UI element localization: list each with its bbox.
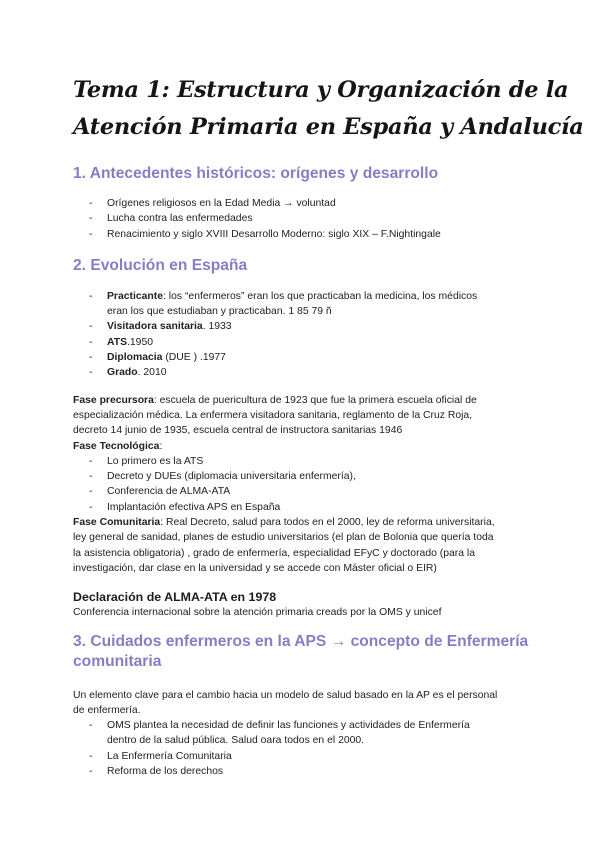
fase-tecnologica-list (73, 454, 538, 515)
item-text-continued: dentro de la salud pública. Salud oara todos en el 2000. (107, 735, 365, 747)
item-text: .1950 (127, 336, 154, 348)
title-line-1: Tema 1: Estructura y Organización de la (73, 77, 569, 103)
list-item: - Implantación efectiva APS en España (73, 500, 538, 515)
item-text: . 1933 (202, 321, 232, 333)
paragraph-line: la asistencia obligatoria) , grado de enfermería, especialidad EFyC y doctorado (para la (73, 547, 475, 559)
paragraph-line: ley general de sanidad, planes de estudio universitarios (el plan de Bolonia que quería toda (73, 532, 494, 544)
paragraph-line: especialización médica. La enfermera visitadora sanitaria, reglamento de la Cruz Roja, (73, 409, 473, 421)
paragraph-line: : escuela de puericultura de 1923 que fue la primera escuela oficial de (153, 394, 477, 406)
section-1-list (73, 196, 538, 242)
fase-tecnologica-label: Fase Tecnológica (73, 440, 160, 452)
item-term: Visitadora sanitaria (107, 321, 203, 333)
alma-ata-text: Conferencia internacional sobre la atención primaria creads por la OMS y unicef (73, 607, 442, 619)
fase-comunitaria-paragraph (73, 515, 538, 576)
fase-comunitaria-label: Fase Comunitaria (73, 517, 161, 529)
list-item (73, 335, 538, 350)
title-line-2: Atención Primaria en España y Andalucía (73, 114, 584, 140)
colon: : (159, 440, 163, 452)
paragraph-line: de enfermería. (73, 704, 141, 716)
fase-tecnologica-paragraph (73, 439, 538, 454)
list-item: - La Enfermería Comunitaria (73, 749, 538, 764)
list-item: - Renacimiento y siglo XVIII Desarrollo Moderno: siglo XIX – F.Nightingale (73, 227, 538, 242)
list-item: - Lo primero es la ATS (73, 454, 538, 469)
item-text: : los “enfermeros” eran los que practicaban la medicina, los médicos (163, 290, 478, 302)
item-text: . 2010 (137, 367, 167, 379)
list-item (73, 319, 538, 334)
document-page (73, 72, 584, 779)
fase-precursora-label: Fase precursora (73, 394, 154, 406)
alma-ata-heading: Declaración de ALMA-ATA en 1978 (73, 590, 277, 605)
list-item: - Orígenes religiosos en la Edad Media → voluntad (73, 196, 538, 211)
document-title (73, 72, 584, 146)
item-term: ATS (107, 336, 128, 348)
section-3-intro (73, 688, 538, 719)
item-term: Practicante (107, 290, 164, 302)
paragraph-line: : Real Decreto, salud para todos en el 2000, ley de reforma universitaria, (160, 517, 495, 529)
heading-line: comunitaria (73, 652, 162, 670)
list-item: - Decreto y DUEs (diplomacia universitaria enfermería), (73, 469, 538, 484)
list-item (73, 365, 538, 380)
fase-precursora-paragraph (73, 393, 538, 439)
section-2-list (73, 289, 538, 381)
item-term: Diplomacia (107, 352, 163, 364)
list-item (73, 350, 538, 365)
item-text-continued: eran los que estudiaban y practicaban. 1 85 79 ñ (107, 306, 332, 318)
paragraph-line: Un elemento clave para el cambio hacia un modelo de salud basado en la AP es el personal (73, 689, 498, 701)
heading-line: 3. Cuidados enfermeros en la APS → concepto de Enfermería (73, 632, 529, 650)
section-3-heading (73, 632, 538, 672)
list-item: - Reforma de los derechos (73, 764, 538, 779)
list-item (73, 718, 538, 749)
item-term: Grado (107, 367, 138, 379)
paragraph-line: decreto 14 junio de 1935, escuela central de instructora sanitarias 1946 (73, 425, 403, 437)
item-text: OMS plantea la necesidad de definir las funciones y actividades de Enfermería (107, 720, 470, 732)
list-item: - Lucha contra las enfermedades (73, 211, 538, 226)
section-2-heading: 2. Evolución en España (73, 256, 248, 274)
item-text: (DUE ) .1977 (162, 352, 226, 364)
list-item (73, 289, 538, 320)
section-1-heading: 1. Antecedentes históricos: orígenes y desarrollo (73, 165, 439, 182)
section-3-list (73, 718, 538, 779)
list-item: - Conferencia de ALMA-ATA (73, 484, 538, 499)
paragraph-line: investigación, dar clase en la universidad y se accede con Máster oficial o EIR) (73, 562, 437, 574)
